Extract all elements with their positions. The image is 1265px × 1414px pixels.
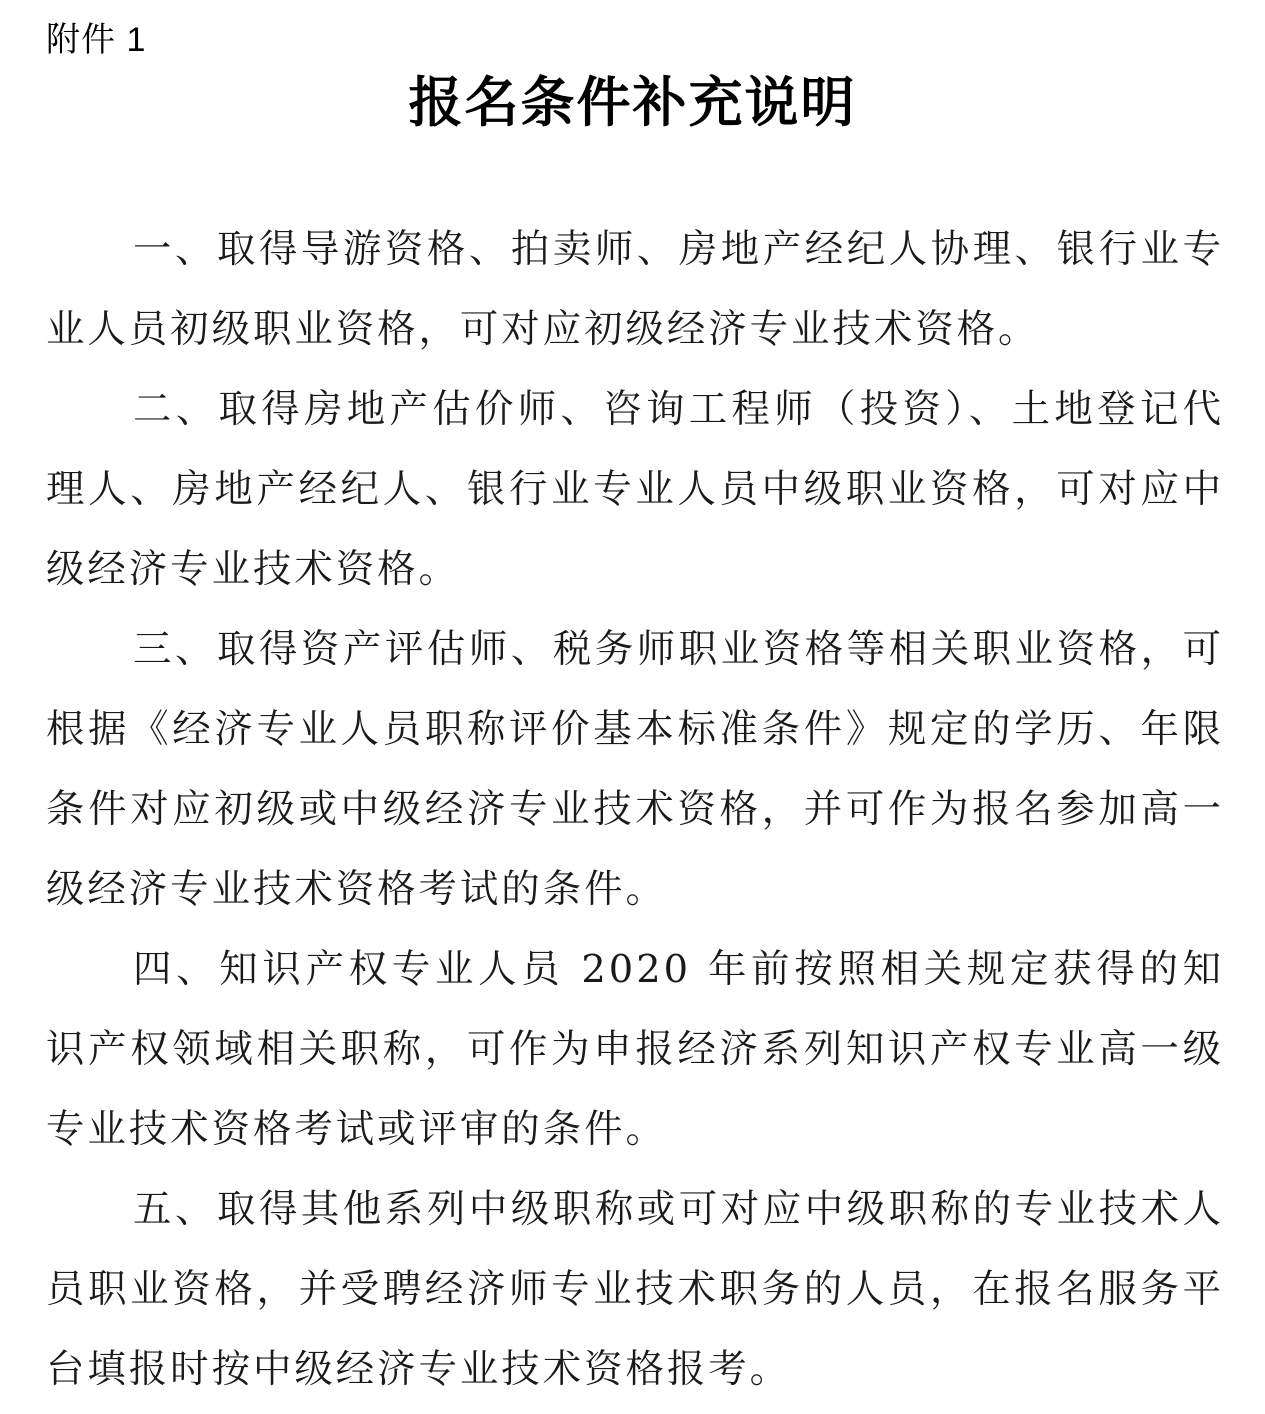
paragraph-4: 四、知识产权专业人员 2020 年前按照相关规定获得的知识产权领域相关职称，可作为申报经济系列知识产权专业高一级专业技术资格考试或评审的条件。 <box>46 947 1224 1152</box>
paragraph-5: 五、取得其他系列中级职称或可对应中级职称的专业技术人员职业资格，并受聘经济师专业技术职务的人员，在报名服务平台填报时按中级经济专业技术资格报考。 <box>46 1187 1224 1392</box>
document-title: 报名条件补充说明 <box>408 70 857 134</box>
paragraph-2: 二、取得房地产估价师、咨询工程师（投资）、土地登记代理人、房地产经纪人、银行业专业人员中级职业资格，可对应中级经济专业技术资格。 <box>46 387 1224 592</box>
attachment-label: 附件 1 <box>46 21 147 59</box>
paragraph-3: 三、取得资产评估师、税务师职业资格等相关职业资格，可根据《经济专业人员职称评价基本标准条件》规定的学历、年限条件对应初级或中级经济专业技术资格，并可作为报名参加高一级经济专业技术资格考试的条件。 <box>46 627 1224 912</box>
paragraph-1: 一、取得导游资格、拍卖师、房地产经纪人协理、银行业专业人员初级职业资格，可对应初级经济专业技术资格。 <box>46 227 1224 352</box>
document-body <box>46 210 1224 1410</box>
